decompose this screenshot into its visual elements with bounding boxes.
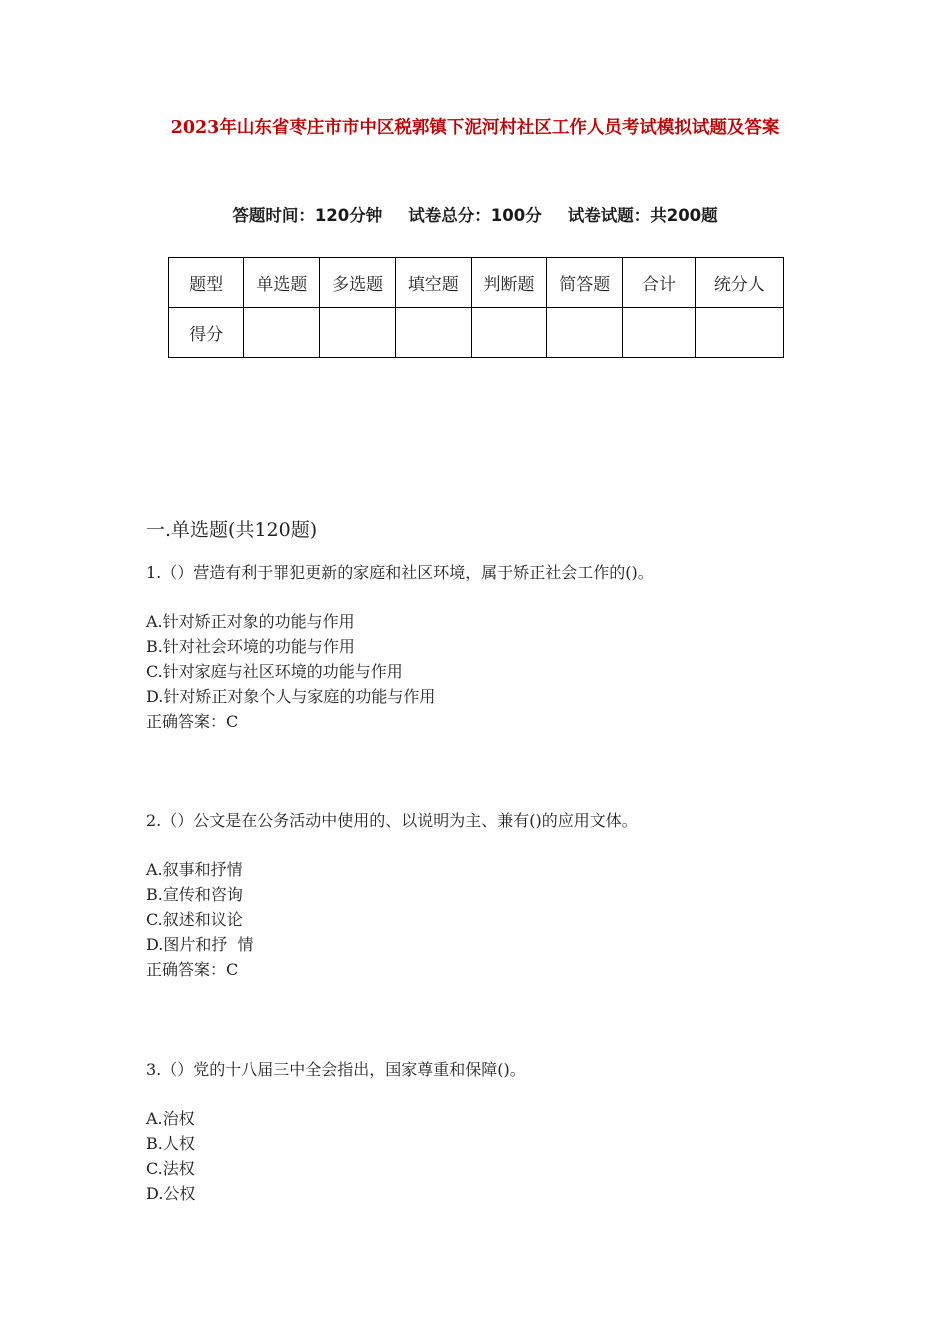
document-title: 2023年山东省枣庄市市中区税郭镇下泥河村社区工作人员考试模拟试题及答案: [170, 118, 780, 138]
score-cell: [395, 308, 471, 358]
score-table-header-row: [169, 258, 784, 308]
question-text: 2.（）公文是在公务活动中使用的、以说明为主、兼有()的应用文体。: [146, 811, 638, 830]
option-c: C.法权: [146, 1159, 195, 1178]
question-3: [146, 1057, 846, 1206]
question-text: 3.（）党的十八届三中全会指出，国家尊重和保障()。: [146, 1060, 526, 1079]
score-cell: [244, 308, 320, 358]
score-cell: [471, 308, 546, 358]
exam-meta: [0, 202, 950, 226]
section-heading: 一.单选题(共120题): [146, 519, 318, 541]
option-b: B.针对社会环境的功能与作用: [146, 637, 355, 656]
question-2: [146, 808, 846, 982]
question-1: [146, 560, 846, 734]
score-header-cell: 单选题: [244, 258, 320, 308]
score-cell: [623, 308, 695, 358]
option-c: C.针对家庭与社区环境的功能与作用: [146, 662, 403, 681]
correct-answer: 正确答案：C: [146, 712, 239, 731]
exam-question-count: 试卷试题：共200题: [567, 206, 718, 225]
option-a: A.叙事和抒情: [146, 860, 243, 879]
option-d: D.图片和抒 情: [146, 935, 254, 954]
option-d: D.公权: [146, 1184, 196, 1203]
exam-total-score: 试卷总分：100分: [408, 206, 542, 225]
option-d: D.针对矫正对象个人与家庭的功能与作用: [146, 687, 436, 706]
option-c: C.叙述和议论: [146, 910, 243, 929]
option-b: B.人权: [146, 1134, 195, 1153]
option-a: A.针对矫正对象的功能与作用: [146, 612, 355, 631]
score-header-cell: 判断题: [471, 258, 546, 308]
option-a: A.治权: [146, 1109, 195, 1128]
option-b: B.宣传和咨询: [146, 885, 243, 904]
score-header-cell: 简答题: [547, 258, 623, 308]
score-cell: [320, 308, 395, 358]
option-list: [146, 609, 846, 734]
score-header-cell: 题型: [169, 258, 244, 308]
option-list: [146, 1106, 846, 1206]
question-text: 1.（）营造有利于罪犯更新的家庭和社区环境，属于矫正社会工作的()。: [146, 563, 654, 582]
score-header-cell: 多选题: [320, 258, 395, 308]
score-cell: [547, 308, 623, 358]
score-header-cell: 合计: [623, 258, 695, 308]
score-header-cell: 填空题: [395, 258, 471, 308]
correct-answer: 正确答案：C: [146, 960, 239, 979]
score-table: [168, 257, 784, 358]
score-row-label: 得分: [169, 308, 244, 358]
exam-time: 答题时间：120分钟: [232, 206, 383, 225]
score-header-cell: 统分人: [695, 258, 783, 308]
score-cell: [695, 308, 783, 358]
score-table-score-row: [169, 308, 784, 358]
option-list: [146, 857, 846, 982]
